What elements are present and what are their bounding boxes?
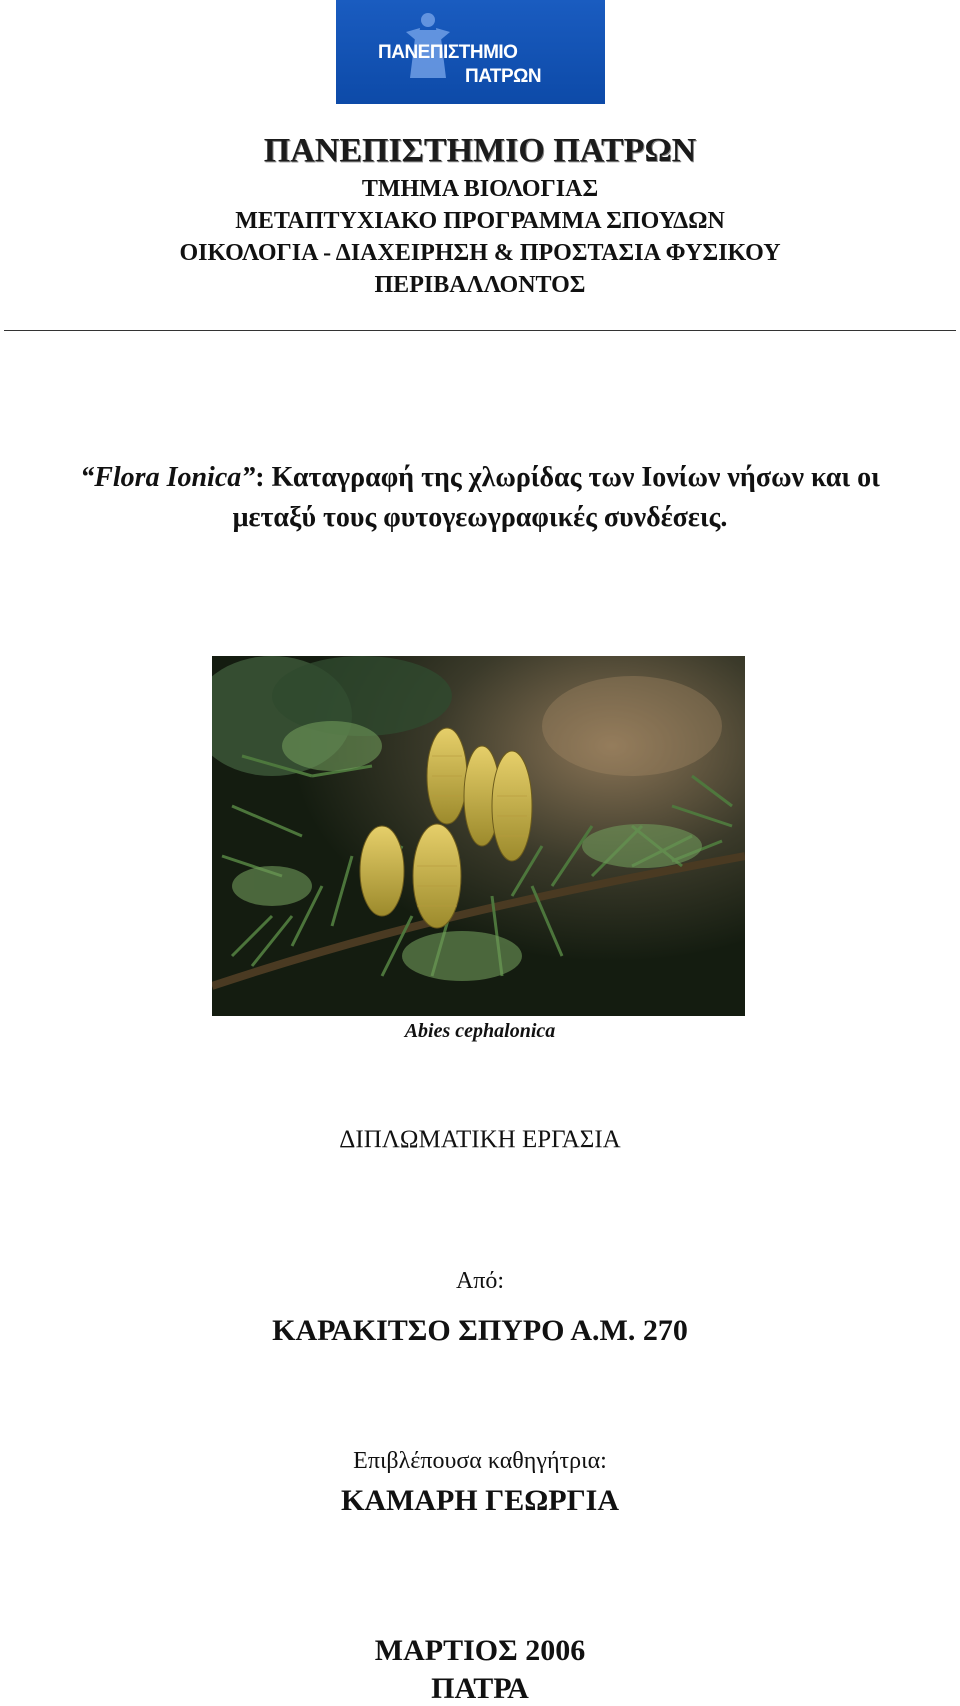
logo-text-line2: ΠΑΤΡΩΝ xyxy=(465,66,542,87)
document-type: ΔΙΠΛΩΜΑΤΙΚΗ ΕΡΓΑΣΙΑ xyxy=(339,1126,621,1153)
thesis-title-rest: : Καταγραφή της χλωρίδας των Ιονίων νήσων και οι xyxy=(255,462,880,493)
photo-caption: Abies cephalonica xyxy=(404,1020,556,1042)
logo-text-line1: ΠΑΝΕΠΙΣΤΗΜΙΟ xyxy=(378,42,518,63)
supervisor-label: Επιβλέπουσα καθηγήτρια: xyxy=(353,1448,607,1474)
specialty-line-2: ΠΕΡΙΒΑΛΛΟΝΤΟΣ xyxy=(374,272,586,298)
fir-branch-illustration xyxy=(212,656,745,1016)
city-name: ΠΑΤΡΑ xyxy=(431,1672,529,1705)
thesis-title-line-2: μεταξύ τους φυτογεωγραφικές συνδέσεις. xyxy=(232,502,728,533)
submission-date: ΜΑΡΤΙΟΣ 2006 xyxy=(374,1634,586,1667)
supervisor-name: ΚΑΜΑΡΗ ΓΕΩΡΓΙΑ xyxy=(340,1484,619,1517)
thesis-title-italic: “Flora Ionica” xyxy=(80,462,256,493)
program-name: ΜΕΤΑΠΤΥΧΙΑΚΟ ΠΡΟΓΡΑΜΜΑ ΣΠΟΥΔΩΝ xyxy=(235,208,725,234)
university-logo xyxy=(336,0,605,104)
horizontal-divider xyxy=(4,330,956,331)
university-title: ΠΑΝΕΠΙΣΤΗΜΙΟ ΠΑΤΡΩΝ xyxy=(263,132,697,169)
author-name: ΚΑΡΑΚΙΤΣΟ ΣΠΥΡΟ Α.Μ. 270 xyxy=(272,1314,688,1347)
specialty-line-1: ΟΙΚΟΛΟΓΙΑ - ΔΙΑΧΕΙΡΗΣΗ & ΠΡΟΣΤΑΣΙΑ ΦΥΣΙΚΟΥ xyxy=(179,240,781,266)
department-name: ΤΜΗΜΑ ΒΙΟΛΟΓΙΑΣ xyxy=(361,176,599,202)
thesis-title-line-1 xyxy=(0,462,960,494)
author-label: Από: xyxy=(455,1268,505,1294)
fir-cones-photo xyxy=(212,656,745,1016)
